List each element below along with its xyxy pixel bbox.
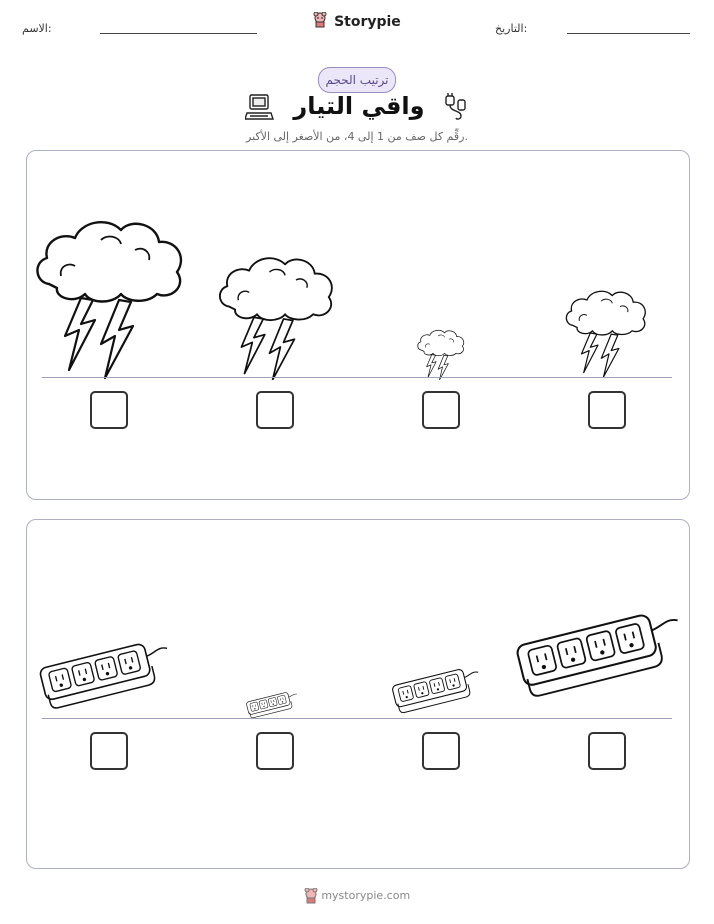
- answer-box[interactable]: [588, 732, 626, 770]
- cloud-3: [418, 330, 464, 380]
- cloud-row-baseline: [42, 377, 672, 378]
- answer-box[interactable]: [256, 391, 294, 429]
- answer-box[interactable]: [422, 732, 460, 770]
- storypie-mascot-icon: [313, 12, 327, 32]
- strip-row-art: [0, 590, 714, 730]
- name-label: الاسم:: [22, 22, 52, 35]
- answer-box[interactable]: [588, 391, 626, 429]
- brand-logo: [0, 12, 714, 32]
- plug-icon: [443, 92, 469, 120]
- strip-2: [246, 690, 300, 719]
- computer-icon: [245, 92, 283, 120]
- cloud-2: [220, 258, 332, 380]
- answer-box[interactable]: [422, 391, 460, 429]
- answer-box[interactable]: [90, 732, 128, 770]
- cloud-1: [37, 222, 181, 378]
- footer-url[interactable]: mystorypie.com: [321, 889, 411, 902]
- page-title-row: [0, 92, 714, 122]
- page-title: واقي التيار: [293, 92, 425, 120]
- name-field[interactable]: [100, 33, 257, 34]
- date-field[interactable]: [567, 33, 690, 34]
- strip-4: [516, 607, 687, 698]
- strip-3: [392, 665, 484, 714]
- footer: [0, 888, 714, 904]
- brand-name: Storypie: [334, 14, 401, 30]
- topic-tag: ترتيب الحجم: [318, 67, 396, 93]
- storypie-mascot-icon: [304, 889, 322, 902]
- answer-box[interactable]: [90, 391, 128, 429]
- date-label: التاريخ:: [495, 22, 528, 35]
- cloud-row-art: [0, 150, 714, 380]
- strip-row-baseline: [42, 718, 672, 719]
- answer-box[interactable]: [256, 732, 294, 770]
- strip-1: [39, 638, 175, 710]
- cloud-4: [566, 291, 645, 377]
- instruction-text: رقِّم كل صف من 1 إلى 4، من الأصغر إلى الأكبر.: [246, 130, 468, 143]
